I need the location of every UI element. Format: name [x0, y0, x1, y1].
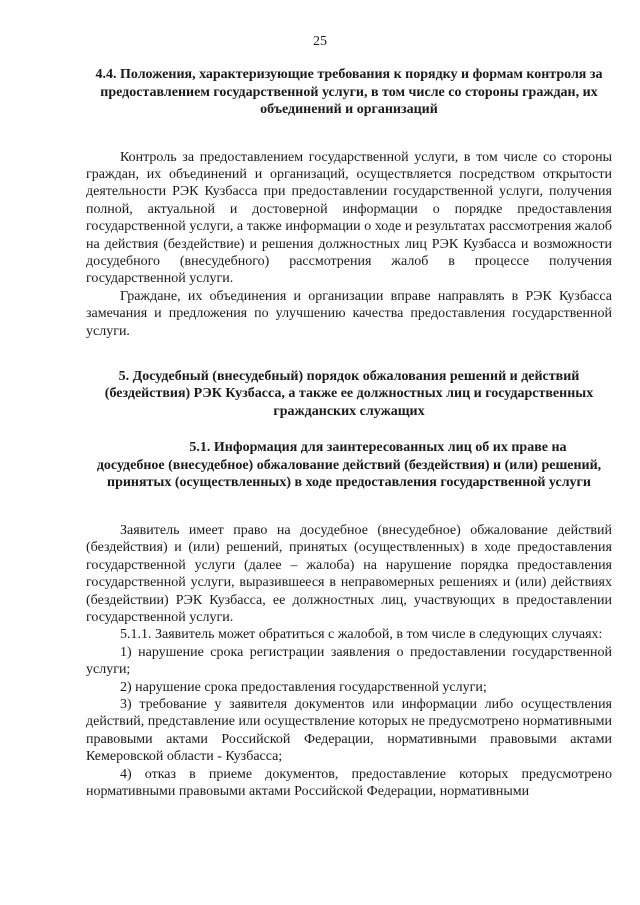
list-item: 2) нарушение срока предоставления государственной услуги;	[120, 679, 487, 695]
section-4-4-heading: 4.4. Положения, характеризующие требования к порядку и формам контроля за предоставлением государственной услуги, в том числе со стороны граждан, их объединений и организаций	[95, 67, 603, 117]
page-number: 25	[313, 34, 327, 49]
section-5-1-heading-first-line: 5.1. Информация для заинтересованных лиц об их праве на	[189, 440, 567, 456]
list-item: 3) требование у заявителя документов или информации либо осуществления действий, представление или осуществление которых не предусмотрено нормативными правовыми актами Российской Федерации, нормативными правовыми актами Кемеровской области - Кузбасса;	[86, 697, 612, 765]
paragraph: Граждане, их объединения и организации вправе направлять в РЭК Кузбасса замечания и предложения по улучшению качества предоставления государственной услуги.	[86, 288, 612, 339]
paragraph: Заявитель имеет право на досудебное (внесудебное) обжалование действий (бездействия) и (или) решений, принятых (осуществленных) в ходе предоставления государственной услуги (далее – жалоба) на нарушение порядка предоставления государственной услуги, выразившееся в неправомерных решениях и (или) действиях (бездействии) РЭК Кузбасса, ее должностных лиц, участвующих в предоставлении государственной услуги.	[86, 522, 612, 625]
section-5-1-heading	[86, 439, 612, 492]
paragraph: 5.1.1. Заявитель может обратиться с жалобой, в том числе в следующих случаях:	[120, 627, 603, 643]
list-item: 1) нарушение срока регистрации заявления о предоставлении государственной услуги;	[86, 644, 612, 678]
section-5-1-heading-rest: досудебное (внесудебное) обжалование действий (бездействия) и (или) решений, принятых (осуществленных) в ходе предоставления государственной услуги	[96, 457, 602, 491]
section-5-heading: 5. Досудебный (внесудебный) порядок обжалования решений и действий (бездействия) РЭК Кузбасса, а также ее должностных лиц и государственных гражданских служащих	[104, 368, 594, 419]
page-content	[86, 66, 612, 800]
paragraph: Контроль за предоставлением государственной услуги, в том числе со стороны граждан, их объединений и организаций, осуществляется посредством открытости деятельности РЭК Кузбасса при предоставлении государственной услуги, получения полной, актуальной и достоверной информации о порядке предоставления государственной услуги, а также информации о ходе и результатах рассмотрения жалоб на действия (бездействие) и решения должностных лиц РЭК Кузбасса и возможности досудебного (внесудебного) рассмотрения жалоб в процессе получения государственной услуги.	[86, 149, 612, 287]
list-item: 4) отказ в приеме документов, предоставление которых предусмотрено нормативными правовыми актами Российской Федерации, нормативными	[86, 766, 612, 800]
